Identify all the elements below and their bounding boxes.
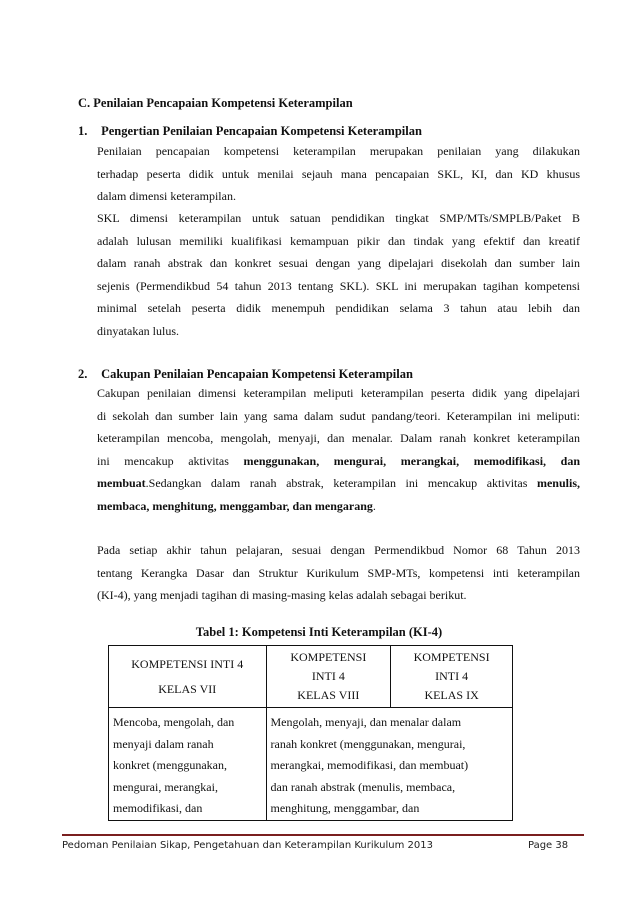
text-line: Penilaian pencapaian kompetensi keterampilan merupakan penilaian yang dilakukan xyxy=(97,144,580,158)
header-line: KOMPETENSI INTI 4 xyxy=(131,656,244,671)
bold-text-run: menulis, xyxy=(536,476,580,490)
text-line xyxy=(97,450,580,473)
item2-number: 2. xyxy=(78,367,88,381)
cell-line: ranah konkret (menggunakan, mengurai, xyxy=(270,736,466,751)
text-run: .Sedangkan dalam ranah abstrak, keterampilan ini mencakup aktivitas xyxy=(145,476,528,490)
header-line: KELAS IX xyxy=(424,688,479,702)
text-line: Pada setiap akhir tahun pelajaran, sesuai dengan Permendikbud Nomor 68 Tahun 2013 xyxy=(97,543,580,557)
table-cell xyxy=(109,708,267,821)
cell-line: memodifikasi, dan xyxy=(113,801,203,815)
text-line: terhadap peserta didik untuk menilai sejauh mana pencapaian SKL, KI, dan KD khusus xyxy=(97,166,580,181)
item1-paragraph2 xyxy=(97,207,580,342)
text-line: minimal setelah peserta didik menempuh pendidikan selama 3 tahun atau lebih dan xyxy=(97,301,580,315)
text-run: ini mencakup aktivitas xyxy=(97,453,229,468)
text-line xyxy=(97,495,580,518)
cell-line: Mencoba, mengolah, dan xyxy=(113,715,235,729)
table-cell xyxy=(266,708,513,821)
cell-line: mengurai, merangkai, xyxy=(113,779,218,794)
item1-heading xyxy=(78,124,422,139)
table-header-cell xyxy=(391,646,513,708)
text-run: . xyxy=(372,498,376,513)
text-line: Cakupan penilaian dimensi keterampilan meliputi keterampilan peserta didik yang dipelajari xyxy=(97,386,580,400)
header-line: INTI 4 xyxy=(435,669,469,683)
text-line: dalam ranah abstrak dan konkret sesuai dengan yang dipelajari disekolah dan sumber lain xyxy=(97,256,580,270)
text-line: keterampilan mencoba, mengolah, menyaji, dan menalar. Dalam ranah konkret keterampilan xyxy=(97,431,580,445)
cell-line: Mengolah, menyaji, dan menalar dalam xyxy=(270,715,462,729)
header-line: KELAS VIII xyxy=(297,688,360,702)
text-line: dalam dimensi keterampilan. xyxy=(97,189,236,203)
text-line: (KI-4), yang menjadi tagihan di masing-masing kelas adalah sebagai berikut. xyxy=(97,588,467,602)
item1-title: Pengertian Penilaian Pencapaian Kompetensi Keterampilan xyxy=(101,124,422,138)
item2-title: Cakupan Penilaian Pencapaian Kompetensi Keterampilan xyxy=(101,367,413,381)
section-c-heading: C. Penilaian Pencapaian Kompetensi Keterampilan xyxy=(78,96,353,110)
cell-line: konkret (menggunakan, xyxy=(113,758,227,772)
text-line: tentang Kerangka Dasar dan Struktur Kurikulum SMP-MTs, kompetensi inti keterampilan xyxy=(97,565,580,580)
bold-text-run: menggunakan, mengurai, merangkai, memodifikasi, dan xyxy=(243,453,580,468)
footer-divider xyxy=(62,834,584,836)
header-line: INTI 4 xyxy=(311,669,345,683)
text-line: di sekolah dan sumber lain yang sama dalam sudut pandang/teori. Keterampilan ini meliputi: xyxy=(97,408,580,423)
cell-line: menghitung, menggambar, dan xyxy=(270,801,420,815)
footer-title: Pedoman Penilaian Sikap, Pengetahuan dan Keterampilan Kurikulum 2013 xyxy=(62,840,433,851)
header-line: KOMPETENSI xyxy=(290,650,367,664)
text-line: dinyatakan lulus. xyxy=(97,323,179,338)
cell-line: dan ranah abstrak (menulis, membaca, xyxy=(270,779,456,794)
item1-number: 1. xyxy=(78,124,88,138)
competency-table xyxy=(108,645,513,821)
item1-paragraph1 xyxy=(97,140,580,208)
bold-text-run: membaca, menghitung, menggambar, dan mengarang xyxy=(97,498,373,513)
cell-line: merangkai, memodifikasi, dan membuat) xyxy=(270,758,469,772)
item2-paragraph1 xyxy=(97,382,580,517)
header-line: KELAS VII xyxy=(158,681,217,696)
item2-heading xyxy=(78,367,413,382)
page-number: Page 38 xyxy=(528,840,569,851)
table-row xyxy=(109,708,513,821)
table-caption: Tabel 1: Kompetensi Inti Keterampilan (KI-4) xyxy=(195,625,443,639)
text-line: sejenis (Permendikbud 54 tahun 2013 tentang SKL). SKL ini merupakan tagihan kompetensi xyxy=(97,278,580,293)
header-line: KOMPETENSI xyxy=(413,650,490,664)
item2-paragraph2 xyxy=(97,539,580,607)
table-header-cell xyxy=(109,646,267,708)
cell-line: menyaji dalam ranah xyxy=(113,736,214,751)
text-line: adalah lulusan memiliki kualifikasi kemampuan pikir dan tindak yang efektif dan kreatif xyxy=(97,233,580,248)
bold-text-run: membuat xyxy=(97,476,146,490)
text-line xyxy=(97,472,580,495)
table-header-row xyxy=(109,646,513,708)
table-header-cell xyxy=(266,646,391,708)
text-line: SKL dimensi keterampilan untuk satuan pendidikan tingkat SMP/MTs/SMPLB/Paket B xyxy=(97,211,580,225)
